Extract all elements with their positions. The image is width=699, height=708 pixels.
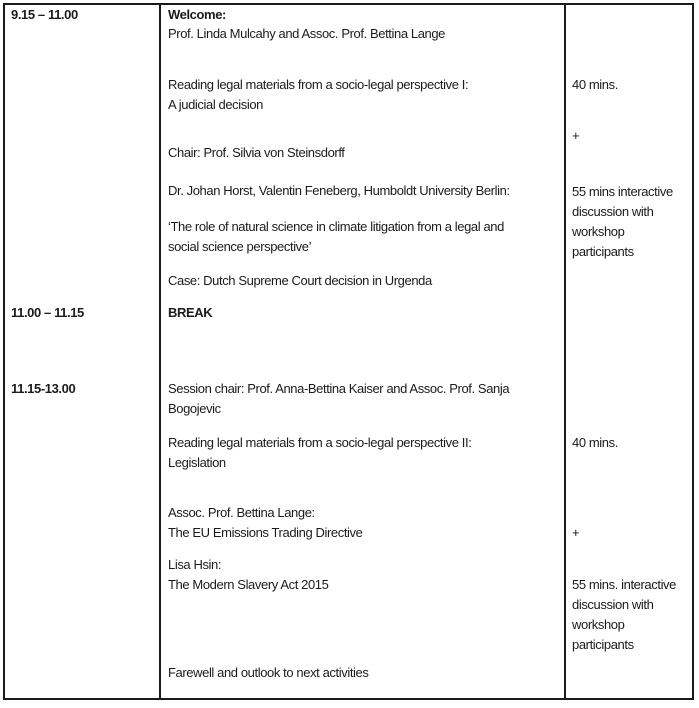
session-3-topic-line-1: Reading legal materials from a socio-legal perspective II: [168,435,472,450]
column-divider-2 [564,3,566,700]
session-3-duration-part-2-line-3: workshop [572,617,625,632]
session-1-duration-part-2-line-2: discussion with [572,204,654,219]
break-label: BREAK [168,305,213,320]
session-1-duration-plus: + [572,128,580,143]
session-3-duration-part-2-line-1: 55 mins. interactive [572,577,676,592]
session-1-case-note: Case: Dutch Supreme Court decision in Urgenda [168,273,432,288]
session-3-duration-part-1: 40 mins. [572,435,618,450]
session-1-topic-line-2: A judicial decision [168,97,264,112]
session-1-duration-part-2-line-4: participants [572,244,634,259]
session-3-speaker-1-name: Assoc. Prof. Bettina Lange: [168,505,315,520]
welcome-heading: Welcome: [168,7,226,22]
welcome-presenters: Prof. Linda Mulcahy and Assoc. Prof. Bettina Lange [168,26,446,41]
session-3-duration-plus: + [572,525,580,540]
column-divider-1 [159,3,161,700]
session-1-talk-title-line-1: ‘The role of natural science in climate litigation from a legal and [168,219,504,234]
session-1-duration-part-2-line-1: 55 mins interactive [572,184,673,199]
session-1-time: 9.15 – 11.00 [11,7,78,22]
session-3-speaker-1-topic: The EU Emissions Trading Directive [168,525,363,540]
session-2-time: 11.00 – 11.15 [11,305,84,320]
session-1-talk-title-line-2: social science perspective’ [168,239,312,254]
session-3-speaker-2-name: Lisa Hsin: [168,557,222,572]
session-3-speaker-2-topic: The Modern Slavery Act 2015 [168,577,329,592]
session-3-chair-line-2: Bogojevic [168,401,221,416]
session-3-duration-part-2-line-4: participants [572,637,634,652]
farewell-note: Farewell and outlook to next activities [168,665,369,680]
session-1-duration-part-1: 40 mins. [572,77,618,92]
session-1-topic-line-1: Reading legal materials from a socio-legal perspective I: [168,77,469,92]
session-1-duration-part-2-line-3: workshop [572,224,625,239]
session-3-topic-line-2: Legislation [168,455,226,470]
session-3-duration-part-2-line-2: discussion with [572,597,654,612]
session-3-time: 11.15-13.00 [11,381,76,396]
session-1-speakers: Dr. Johan Horst, Valentin Feneberg, Humboldt University Berlin: [168,183,510,198]
session-3-chair-line-1: Session chair: Prof. Anna-Bettina Kaiser and Assoc. Prof. Sanja [168,381,510,396]
session-1-chair: Chair: Prof. Silvia von Steinsdorff [168,145,345,160]
